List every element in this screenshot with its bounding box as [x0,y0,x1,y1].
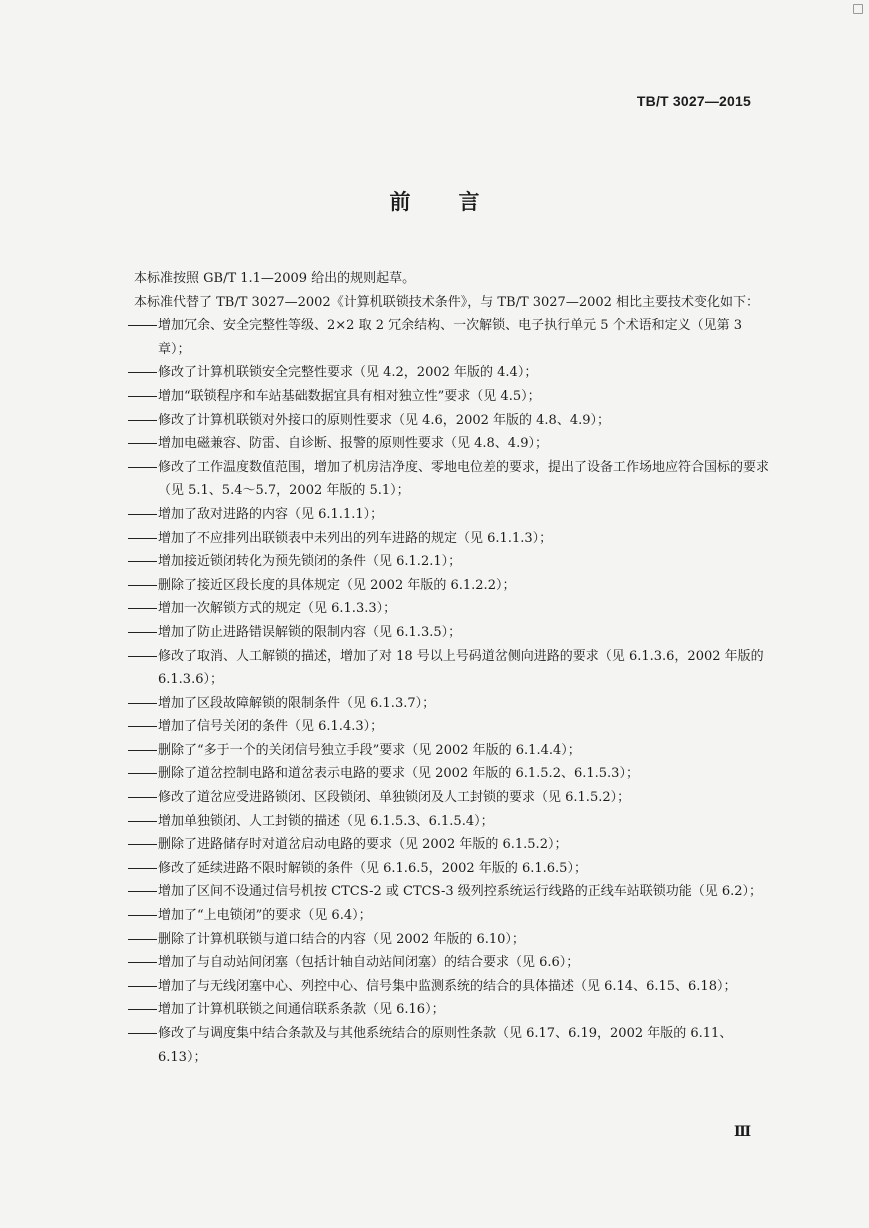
change-list-item-text: 增加“联锁程序和车站基础数据宜具有相对独立性”要求（见 4.5）； [158,388,541,404]
change-list-item [118,975,770,999]
change-list-item [118,645,770,692]
change-list-item [118,409,770,433]
change-list-item-text: 增加一次解锁方式的规定（见 6.1.3.3）； [158,601,397,617]
page-title: 前言 [389,189,528,214]
change-list [118,314,770,1069]
change-list-item [118,951,770,975]
change-list-item-text: 修改了工作温度数值范围，增加了机房洁净度、零地电位差的要求，提出了设备工作场地应符合国标的要求（见 5.1、5.4～5.7，2002 年版的 5.1）； [158,459,770,499]
scan-corner-mark [853,4,863,14]
page-number: Ⅲ [733,1125,751,1140]
change-list-item-text: 增加了不应排列出联锁表中未列出的列车进路的规定（见 6.1.1.3）； [158,530,553,546]
paragraph-drafting-rules: 本标准按照 GB/T 1.1—2009 给出的规则起草。 [134,271,416,286]
change-list-item [118,833,770,857]
change-list-item [118,361,770,385]
change-list-item-text: 增加了“上电锁闭”的要求（见 6.4）； [158,908,372,924]
change-list-item [118,762,770,786]
change-list-item-text: 增加了计算机联锁之间通信联系条款（见 6.16）； [158,1002,445,1018]
change-list-item-text: 增加了与自动站间闭塞（包括计轴自动站间闭塞）的结合要求（见 6.6）； [158,955,580,971]
change-list-item [118,527,770,551]
change-list-item-text: 增加了区段故障解锁的限制条件（见 6.1.3.7）； [158,695,436,711]
paragraph-replacement: 本标准代替了 TB/T 3027—2002《计算机联锁技术条件》，与 TB/T 3027—2002 相比主要技术变化如下： [134,294,760,310]
change-list-item-text: 增加了区间不设通过信号机按 CTCS-2 或 CTCS-3 级列控系统运行线路的正线车站联锁功能（见 6.2）； [158,884,763,900]
change-list-item [118,597,770,621]
change-list-item [118,739,770,763]
change-list-item-text: 删除了接近区段长度的具体规定（见 2002 年版的 6.1.2.2）； [158,577,516,593]
change-list-item [118,385,770,409]
change-list-item-text: 增加冗余、安全完整性等级、2×2 取 2 冗余结构、一次解锁、电子执行单元 5 个术语和定义（见第 3 章）； [158,318,743,357]
document-code: TB/T 3027—2015 [636,93,751,109]
change-list-item [118,998,770,1022]
change-list-item-text: 修改了计算机联锁对外接口的原则性要求（见 4.6，2002 年版的 4.8、4.9）； [158,412,611,428]
change-list-item [118,621,770,645]
change-list-item [118,786,770,810]
change-list-item [118,715,770,739]
change-list-item [118,574,770,598]
change-list-item-text: 增加了与无线闭塞中心、列控中心、信号集中监测系统的结合的具体描述（见 6.14、6.15、6.18）； [158,978,737,994]
change-list-item-text: 修改了道岔应受进路锁闭、区段锁闭、单独锁闭及人工封锁的要求（见 6.1.5.2）； [158,790,631,806]
change-list-item [118,550,770,574]
change-list-item [118,857,770,881]
change-list-item-text: 修改了与调度集中结合条款及与其他系统结合的原则性条款（见 6.17、6.19，2002 年版的 6.11、6.13）； [158,1026,733,1065]
change-list-item [118,456,770,503]
change-list-item [118,880,770,904]
change-list-item-text: 删除了“多于一个的关闭信号独立手段”要求（见 2002 年版的 6.1.4.4）； [158,742,581,758]
change-list-item [118,904,770,928]
change-list-item-text: 删除了计算机联锁与道口结合的内容（见 2002 年版的 6.10）； [158,931,525,947]
change-list-item-text: 增加了敌对进路的内容（见 6.1.1.1）； [158,506,384,522]
change-list-item [118,692,770,716]
change-list-item-text: 修改了延续进路不限时解锁的条件（见 6.1.6.5，2002 年版的 6.1.6.5）； [158,860,587,876]
change-list-item [118,928,770,952]
change-list-item-text: 增加了信号关闭的条件（见 6.1.4.3）； [158,719,384,735]
change-list-item [118,503,770,527]
change-list-item [118,1022,770,1069]
change-list-item [118,432,770,456]
foreword-body [118,267,770,1069]
change-list-item-text: 增加单独锁闭、人工封锁的描述（见 6.1.5.3、6.1.5.4）； [158,813,494,829]
change-list-item-text: 增加了防止进路错误解锁的限制内容（见 6.1.3.5）； [158,624,462,640]
change-list-item-text: 删除了进路储存时对道岔启动电路的要求（见 2002 年版的 6.1.5.2）； [158,837,568,853]
change-list-item-text: 删除了道岔控制电路和道岔表示电路的要求（见 2002 年版的 6.1.5.2、6.1.5.3）； [158,766,639,782]
change-list-item-text: 修改了计算机联锁安全完整性要求（见 4.2，2002 年版的 4.4）； [158,365,538,381]
change-list-item [118,314,770,361]
change-list-item-text: 增加电磁兼容、防雷、自诊断、报警的原则性要求（见 4.8、4.9）； [158,436,548,452]
change-list-item-text: 增加接近锁闭转化为预先锁闭的条件（见 6.1.2.1）； [158,554,462,570]
change-list-item [118,810,770,834]
change-list-item-text: 修改了取消、人工解锁的描述，增加了对 18 号以上号码道岔侧向进路的要求（见 6.1.3.6，2002 年版的 6.1.3.6）； [158,648,764,688]
